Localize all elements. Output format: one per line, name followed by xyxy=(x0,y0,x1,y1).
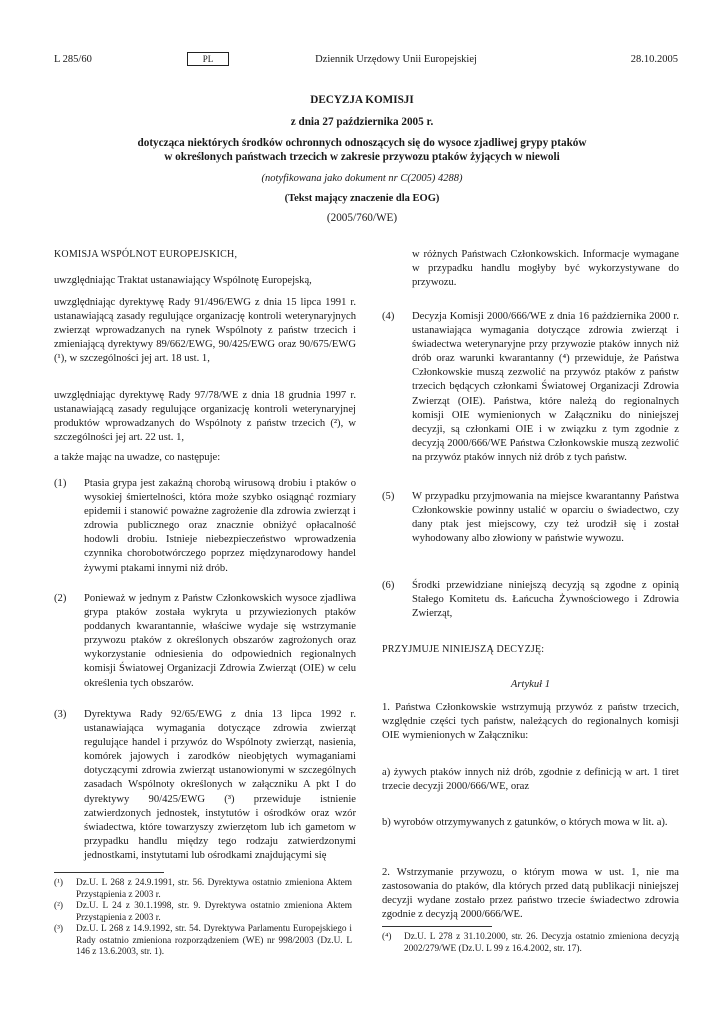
footnote-2 xyxy=(54,901,352,925)
footnote-3 xyxy=(54,924,352,960)
footnote-text: Dz.U. L 278 z 31.10.2000, str. 26. Decyzja ostatnio zmieniona decyzją 2002/279/WE (Dz.U. L 99 z 16.4.2002, str. 17). xyxy=(404,932,679,954)
decision-title-block xyxy=(100,93,624,233)
decision-subject-line1: dotycząca niektórych środków ochronnych odnoszących się do wysoce zjadliwej grypy ptaków xyxy=(137,137,587,149)
footnote-text: Dz.U. L 268 z 14.9.1992, str. 54. Dyrektywa Parlamentu Europejskiego i Rady ostatnio zmieniona rozporządzeniem (WE) nr 998/2003 (Dz.U. L 146 z 13.6.2003, str. 1). xyxy=(76,924,352,957)
recital-4 xyxy=(382,310,679,466)
recital-number: (3) xyxy=(54,709,67,720)
recital-text: W przypadku przyjmowania na miejsce kwarantanny Państwa Członkowskie powinny ustalić w oparciu o świadectwo, czy dany ptak jest miejscowy, czy też urodził się i został wyhodowany albo złowiony w państwie wywozu. xyxy=(412,491,679,545)
page-reference: L 285/60 xyxy=(54,54,92,65)
recital-2 xyxy=(54,592,356,706)
recital-number: (2) xyxy=(54,593,67,604)
recitals-intro: a także mając na uwadze, co następuje: xyxy=(54,452,221,463)
footnote-number: (¹) xyxy=(54,878,63,888)
recital-3 xyxy=(54,708,356,864)
footnote-4 xyxy=(382,932,679,956)
footnote-number: (²) xyxy=(54,901,63,911)
recital-1 xyxy=(54,477,356,591)
footnote-text: Dz.U. L 24 z 30.1.1998, str. 9. Dyrektywa ostatnio zmieniona Aktem Przystąpienia z 2003 r. xyxy=(76,901,352,923)
recital-3-continued xyxy=(382,248,679,292)
recital-text: Ptasia grypa jest zakaźną chorobą wirusową drobiu i ptaków o wysokiej śmiertelności, która może szybko osiągnąć rozmiary epidemii i stanowić poważne zagrożenie dla zdrowia zwierząt i zdrowia publicznego oraz znacznie obniżyć opłacalność hodowli drobiu. Istnieje niebezpieczeństwo wprowadzenia czynnika chorobotwórczego poprzez międzynarodowy handel żywymi ptakami innymi niż drób. xyxy=(84,478,356,574)
recital-6 xyxy=(382,579,679,623)
language-box: PL xyxy=(187,52,229,66)
eea-relevance: (Tekst mający znaczenie dla EOG) xyxy=(284,193,440,204)
article-1-paragraph-1: 1. Państwa Członkowskie wstrzymują przywóz z państw trzecich, względnie części tych państw, należących do regionalnych komisji OIE wymienionych w Załączniku: xyxy=(382,702,679,742)
publication-date: 28.10.2005 xyxy=(630,54,678,65)
footnote-1 xyxy=(54,878,352,902)
decision-number: (2005/760/WE) xyxy=(326,212,398,224)
recital-text: Środki przewidziane niniejszą decyzją są zgodne z opinią Stałego Komitetu ds. Łańcucha Żywnościowego i Zdrowia Zwierząt, xyxy=(412,580,679,620)
notification-number: (notyfikowana jako dokument nr C(2005) 4288) xyxy=(261,173,463,184)
footnote-rule xyxy=(54,872,164,873)
enacting-formula: PRZYJMUJE NINIEJSZĄ DECYZJĘ: xyxy=(382,644,545,655)
recital-text: Ponieważ w jednym z Państw Członkowskich wysoce zjadliwa grypa ptaków została wykryta u przywiezionych ptaków poddanych kwarantannie, właściwe wydaje się wstrzymanie przywozu ptaków z określonych obszarów zagrożonych oraz wykorzystanie odniesienia do odpowiednich regionalnych komisji Światowej Organizacji Zdrowia Zwierząt (OIE) w celu określenia tych obszarów. xyxy=(84,593,356,689)
recital-number: (5) xyxy=(382,491,395,502)
decision-date: z dnia 27 października 2005 r. xyxy=(290,116,434,128)
citation-directive-97-78: uwzględniając dyrektywę Rady 97/78/WE z dnia 18 grudnia 1997 r. ustanawiającą zasady regulujące organizację kontroli weterynaryjnej produktów wprowadzanych do Wspólnoty z państw trzecich (²), w szczególności jej art. 22 ust. 1, xyxy=(54,390,356,444)
journal-title: Dziennik Urzędowy Unii Europejskiej xyxy=(315,54,477,65)
recital-number: (6) xyxy=(382,580,395,591)
recital-number: (1) xyxy=(54,478,67,489)
article-1-point-a: a) żywych ptaków innych niż drób, zgodnie z definicją w art. 1 tiret trzecie decyzji 2000/666/WE, oraz xyxy=(382,767,679,793)
citation-treaty: uwzględniając Traktat ustanawiający Wspólnotę Europejską, xyxy=(54,275,312,286)
decision-subject-line2: w określonych państwach trzecich w zakresie przywozu ptaków żyjących w niewoli xyxy=(164,151,560,163)
running-header xyxy=(54,52,678,68)
footnote-number: (³) xyxy=(54,924,63,934)
recital-text: Decyzja Komisji 2000/666/WE z dnia 16 października 2000 r. ustanawiająca wymagania dotyczące zdrowia zwierząt i świadectwa weterynaryjne przy przywozie ptaków innych niż drób oraz warunki kwarantanny (⁴) przewiduje, że Państwa Członkowskie muszą zezwolić na przywóz ptaków z państw trzecich będących członkami Światowej Organizacji Zdrowia Zwierząt (OIE). Państwa, które należą do regionalnych komisji OIE wymienionych w Załączniku do niniejszej decyzji, są członkami OIE i w związku z tym zgodnie z decyzją 2000/666/WE Państwa Członkowskie muszą zezwolić na przywóz ptaków innych niż drób z tych państw. xyxy=(412,311,679,463)
citation-directive-91-496: uwzględniając dyrektywę Rady 91/496/EWG z dnia 15 lipca 1991 r. ustanawiającą zasady regulujące organizację kontroli weterynaryjnych zwierząt wprowadzanych na rynek Wspólnoty z państw trzecich i zmieniającą dyrektywy 89/662/EWG, 90/425/EWG oraz 90/675/EWG (¹), w szczególności jej art. 18 ust. 1, xyxy=(54,297,356,365)
decision-heading: DECYZJA KOMISJI xyxy=(310,94,414,106)
recital-text: Dyrektywa Rady 92/65/EWG z dnia 13 lipca 1992 r. ustanawiająca wymagania dotyczące zdrowia zwierząt regulujące handel i przywóz do Wspólnoty zwierząt, nasienia, komórek jajowych i zarodków nieobjętych wymaganiami dotyczącymi zdrowia zwierząt ustanowionymi w szczególnych zasadach Wspólnoty określonych w załączniku A pkt I do dyrektywy 90/425/EWG (³) przewiduje istnienie zatwierdzonych jednostek, instytutów i ośrodków oraz wzór świadectwa, które towarzyszy zwierzętom lub ich gametom w przypadku handlu między tego rodzaju zatwierdzonymi jednostkami, instytutami lub ośrodkami znajdującymi się xyxy=(84,709,356,861)
recital-5 xyxy=(382,490,679,562)
footnote-rule xyxy=(382,926,492,927)
article-heading: Artykuł 1 xyxy=(510,679,551,690)
article-1-point-b: b) wyrobów otrzymywanych z gatunków, o których mowa w lit. a). xyxy=(382,817,668,828)
footnote-number: (⁴) xyxy=(382,932,392,942)
article-1-paragraph-2: 2. Wstrzymanie przywozu, o którym mowa w ust. 1, nie ma zastosowania do ptaków, dla których przed datą publikacji niniejszej decyzji wydane zostało przez państwo trzecie świadectwo zdrowia zgodnie z decyzją 2000/666/WE. xyxy=(382,867,679,921)
right-column xyxy=(382,248,679,921)
left-column xyxy=(54,248,356,861)
recital-text: w różnych Państwach Członkowskich. Informacje wymagane w przypadku handlu mogłyby być wykorzystywane do przywozu. xyxy=(412,249,679,289)
recital-number: (4) xyxy=(382,311,395,322)
issuing-body: KOMISJA WSPÓLNOT EUROPEJSKICH, xyxy=(54,249,238,260)
footnote-text: Dz.U. L 268 z 24.9.1991, str. 56. Dyrektywa ostatnio zmieniona Aktem Przystąpienia z 2003 r. xyxy=(76,878,352,900)
